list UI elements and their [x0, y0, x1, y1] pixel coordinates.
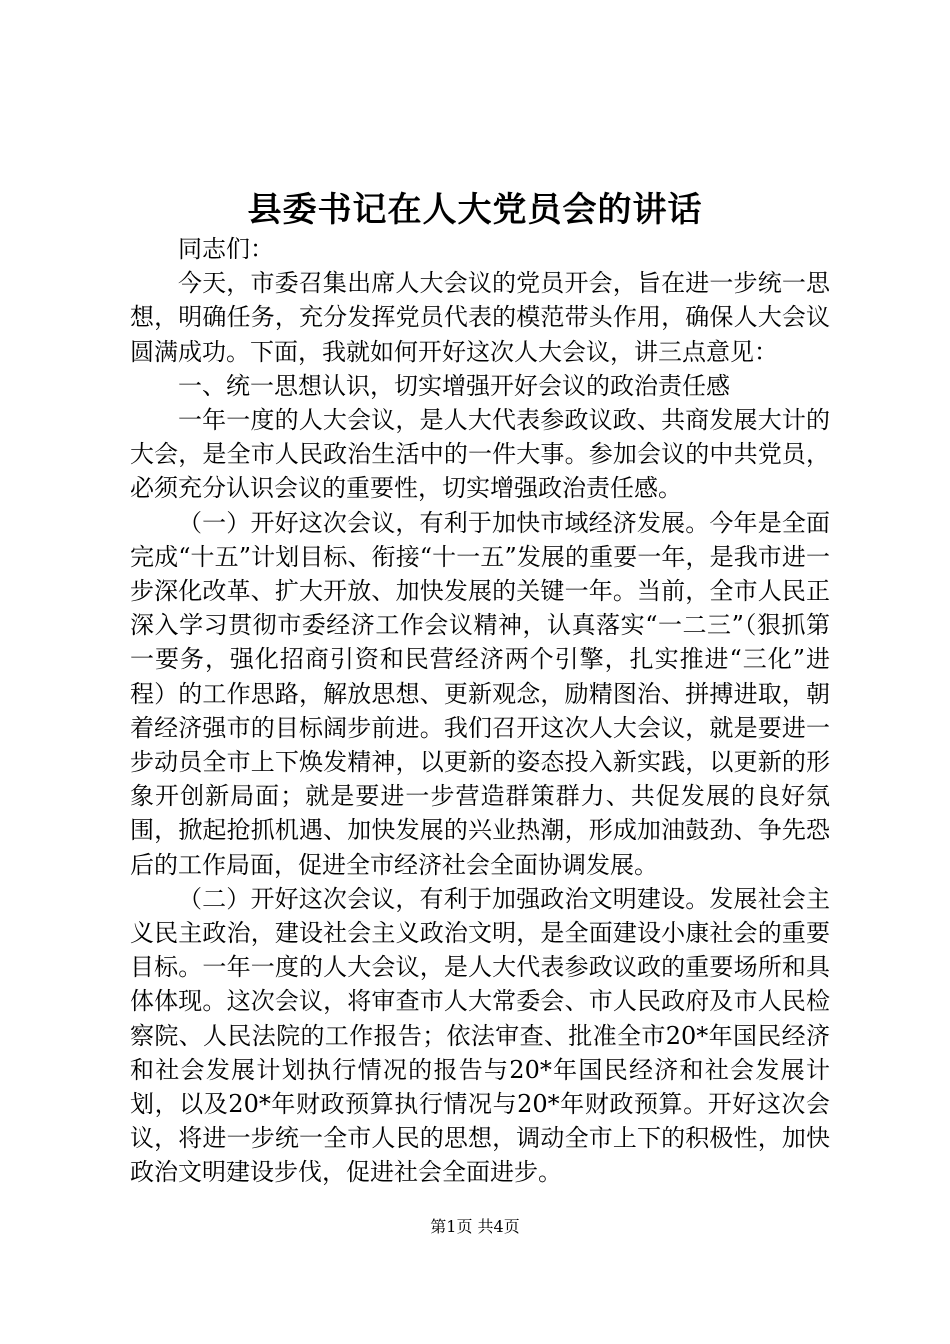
- document-body: [130, 232, 830, 1190]
- paragraph-intro: 今天，市委召集出席人大会议的党员开会，旨在进一步统一思想，明确任务，充分发挥党员代表的模范带头作用，确保人大会议圆满成功。下面，我就如何开好这次人大会议，讲三点意见：: [130, 269, 830, 366]
- paragraph-2: （一）开好这次会议，有利于加快市域经济发展。今年是全面完成“十五”计划目标、衔接“十一五”发展的重要一年，是我市进一步深化改革、扩大开放、加快发展的关键一年。当前，全市人民正深入学习贯彻市委经济工作会议精神，认真落实“一二三”（狠抓第一要务，强化招商引资和民营经济两个引擎，扎实推进“三化”进程）的工作思路，解放思想、更新观念，励精图治、拼搏进取，朝着经济强市的目标阔步前进。我们召开这次人大会议，就是要进一步动员全市上下焕发精神，以更新的姿态投入新实践，以更新的形象开创新局面；就是要进一步营造群策群力、共促发展的良好氛围，掀起抢抓机遇、加快发展的兴业热潮，形成加油鼓劲、争先恐后的工作局面，促进全市经济社会全面协调发展。: [130, 508, 830, 879]
- paragraph-3: （二）开好这次会议，有利于加强政治文明建设。发展社会主义民主政治，建设社会主义政治文明，是全面建设小康社会的重要目标。一年一度的人大会议，是人大代表参政议政的重要场所和具体体现。这次会议，将审查市人大常委会、市人民政府及市人民检察院、人民法院的工作报告；依法审查、批准全市20*年国民经济和社会发展计划执行情况的报告与20*年国民经济和社会发展计划，以及20*年财政预算执行情况与20*年财政预算。开好这次会议，将进一步统一全市人民的思想，调动全市上下的积极性，加快政治文明建设步伐，促进社会全面进步。: [130, 884, 830, 1187]
- section-heading-1: 一、统一思想认识，切实增强开好会议的政治责任感: [178, 371, 730, 400]
- paragraph-1: 一年一度的人大会议，是人大代表参政议政、共商发展大计的大会，是全市人民政治生活中的一件大事。参加会议的中共党员，必须充分认识会议的重要性，切实增强政治责任感。: [130, 406, 830, 503]
- document-title: 县委书记在人大党员会的讲话: [247, 190, 703, 230]
- page-footer: 第1页 共4页: [430, 1217, 520, 1236]
- salutation: 同志们：: [178, 235, 274, 263]
